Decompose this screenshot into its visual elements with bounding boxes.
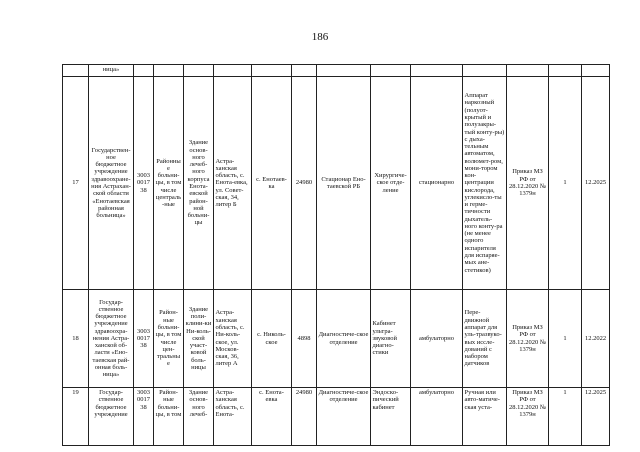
org-code: 3003001738	[134, 77, 154, 290]
table-row	[63, 290, 610, 388]
organization: Государ-ственное бюджетное учреждение	[89, 388, 134, 446]
facility-type: Район-ные больни-цы, в том	[154, 388, 184, 446]
order: Приказ МЗ РФ от 28.12.2020 № 1379н	[507, 77, 549, 290]
quantity: 1	[549, 290, 582, 388]
organization: Государствен-ное бюджетное учреждение здравоохране-ния Астрахан-ской области «Енотаевская районная больница»	[89, 77, 134, 290]
care-mode: стационарно	[411, 77, 463, 290]
facility-type: Районные больни-цы, в том числе централь-ные	[154, 77, 184, 290]
table-row	[63, 77, 610, 290]
row-number: 17	[63, 77, 89, 290]
unit: Стационар Ено-таевской РБ	[317, 77, 371, 290]
row-number: 19	[63, 388, 89, 446]
table-row	[63, 388, 610, 446]
building: Здание основ-ного лечеб-ного корпуса Енота-евской район-ной больни-цы	[184, 77, 214, 290]
department: Хирургиче-ское отде-ление	[371, 77, 411, 290]
oktmo: 4898	[292, 290, 317, 388]
equipment: Пере-движной аппарат для уль-тразвуко-вых иссле-дований с набором датчиков	[463, 290, 507, 388]
building: Здание основ-ного лечеб-	[184, 388, 214, 446]
care-mode: амбулаторно	[411, 388, 463, 446]
care-mode: амбулаторно	[411, 290, 463, 388]
quantity: 1	[549, 77, 582, 290]
table-row	[63, 65, 610, 77]
organization: Государ-ственное бюджетное учреждение здравоохра-нения Астра-ханской об-ласти «Ено-таевская рай-онная боль-ница»	[89, 290, 134, 388]
address: Астра-ханская область, с. Енота-евка, ул. Совет-ская, 34, литер Б	[214, 77, 252, 290]
settlement: с. Енота-евка	[252, 388, 292, 446]
department: Эндоско-пический кабинет	[371, 388, 411, 446]
date: 12.2025	[582, 77, 610, 290]
address: Астра-ханская область, с. Енота-	[214, 388, 252, 446]
settlement: с. Николь-ское	[252, 290, 292, 388]
unit: Диагностиче-ское отделение	[317, 388, 371, 446]
equipment: Ручная или авто-матиче-ская уста-	[463, 388, 507, 446]
order: Приказ МЗ РФ от 28.12.2020 № 1379н	[507, 290, 549, 388]
oktmo: 24980	[292, 388, 317, 446]
address: Астра-ханская область, с. Ни-коль-ское, ул. Москов-ская, 36, литер А	[214, 290, 252, 388]
department: Кабинет ультра-звуковой диагно-стики	[371, 290, 411, 388]
facility-type: Район-ные больни-цы, в том числе цен-тральные	[154, 290, 184, 388]
order: Приказ МЗ РФ от 28.12.2020 № 1379н	[507, 388, 549, 446]
date: 12.2025	[582, 388, 610, 446]
row-number: 18	[63, 290, 89, 388]
oktmo: 24980	[292, 77, 317, 290]
unit: Диагностиче-ское отделение	[317, 290, 371, 388]
equipment: Аппарат наркозный (полуот-крытый и полузакры-тый конту-ры) с дыха-тельным автоматом, волюмет-ром, мони-тором кон-центрации кислорода, углекисло-ты и герме-тичности дыхатель-ного конту-ра (не менее одного испарителя для испаряе-мых ане-стетиков)	[463, 77, 507, 290]
equipment-table	[62, 64, 610, 446]
page-number: 186	[311, 31, 329, 43]
org-name-fragment: ница»	[89, 65, 134, 77]
date: 12.2022	[582, 290, 610, 388]
org-code: 3003001738	[134, 290, 154, 388]
settlement: с. Енотаев-ка	[252, 77, 292, 290]
org-code: 3003001738	[134, 388, 154, 446]
quantity: 1	[549, 388, 582, 446]
building: Здание поли-клини-ки Ни-коль-ской участ-ковой боль-ницы	[184, 290, 214, 388]
